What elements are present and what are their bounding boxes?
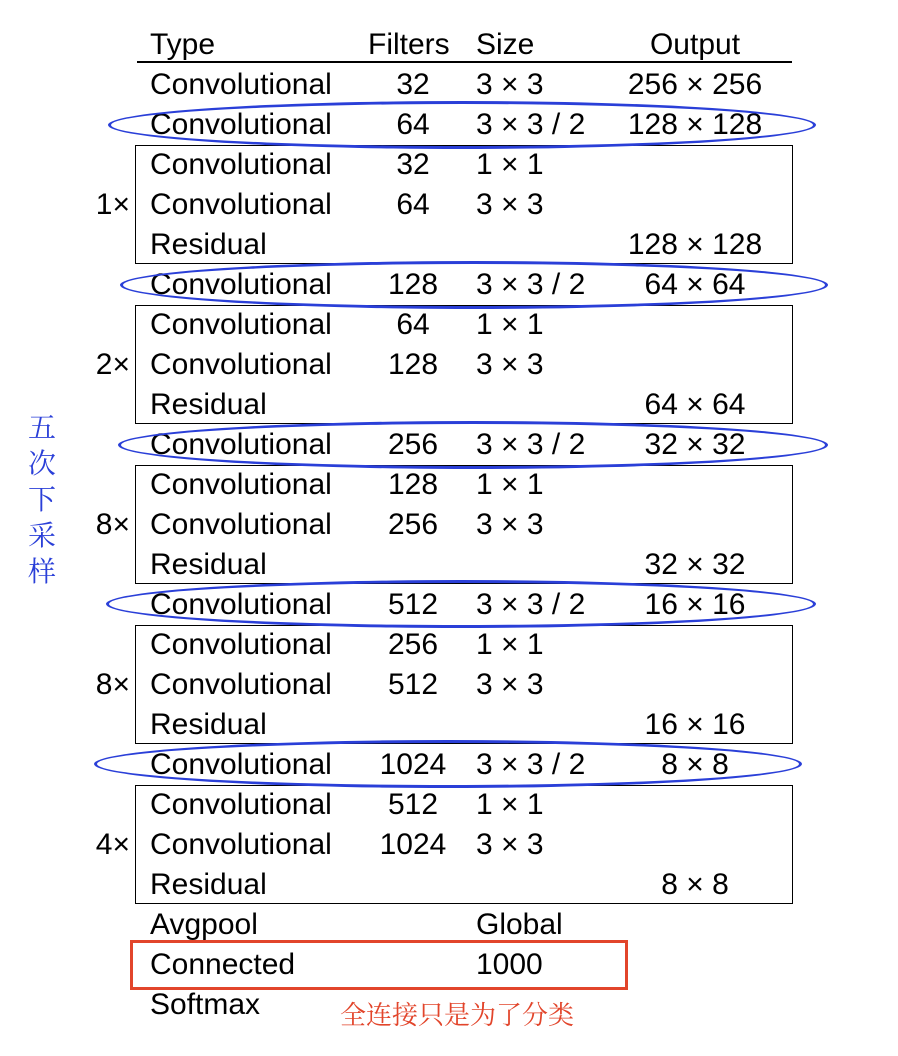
row-type: Avgpool [150,908,258,941]
header-output: Output [649,28,741,61]
row-type: Convolutional [150,668,332,701]
row-type: Convolutional [150,468,332,501]
row-size: 3 × 3 / 2 [476,748,586,781]
row-type: Convolutional [150,508,332,541]
row-filters: 64 [396,188,430,221]
downsample-ellipse [108,101,816,149]
row-output: 16 × 16 [644,708,746,741]
row-type: Convolutional [150,348,332,381]
header-size: Size [476,28,535,61]
row-size: 3 × 3 / 2 [476,108,586,141]
row-output: 64 × 64 [644,268,746,301]
repeat-label: 8× [95,508,130,541]
downsample-note: 五次下采样 [27,412,56,587]
header-filters: Filters [368,28,450,61]
classify-note: 全连接只是为了分类 [340,1000,575,1030]
row-filters: 256 [387,428,439,461]
row-size: 3 × 3 [476,828,544,861]
row-size: 1 × 1 [476,308,544,341]
row-filters: 1024 [379,748,447,781]
row-filters: 512 [387,788,439,821]
row-size: Global [476,908,563,941]
row-output: 128 × 128 [627,228,763,261]
row-type: Convolutional [150,188,332,221]
downsample-ellipse [106,580,816,628]
row-type: Residual [150,388,267,421]
row-type: Residual [150,548,267,581]
row-size: 1000 [476,948,543,981]
row-size: 3 × 3 / 2 [476,428,586,461]
row-output: 8 × 8 [661,868,729,901]
row-filters: 512 [387,588,439,621]
row-type: Convolutional [150,68,332,101]
row-type: Convolutional [150,828,332,861]
row-type: Convolutional [150,108,332,141]
row-filters: 128 [387,348,439,381]
repeat-label: 8× [95,668,130,701]
row-filters: 64 [396,108,430,141]
row-size: 3 × 3 / 2 [476,588,586,621]
row-output: 16 × 16 [644,588,746,621]
row-filters: 64 [396,308,430,341]
downsample-ellipse [120,261,828,309]
row-size: 3 × 3 [476,668,544,701]
row-output: 256 × 256 [627,68,763,101]
row-size: 3 × 3 / 2 [476,268,586,301]
row-size: 1 × 1 [476,148,544,181]
row-size: 3 × 3 [476,348,544,381]
row-output: 32 × 32 [644,548,746,581]
row-size: 1 × 1 [476,628,544,661]
header-divider [137,61,792,63]
row-filters: 32 [396,68,430,101]
row-type: Softmax [150,988,261,1021]
header-type: Type [150,28,216,61]
repeat-label: 4× [95,828,130,861]
row-output: 32 × 32 [644,428,746,461]
row-filters: 32 [396,148,430,181]
row-output: 8 × 8 [661,748,729,781]
row-type: Convolutional [150,588,332,621]
row-filters: 1024 [379,828,447,861]
repeat-label: 1× [95,188,130,221]
row-filters: 128 [387,268,439,301]
row-filters: 256 [387,508,439,541]
row-size: 3 × 3 [476,508,544,541]
repeat-label: 2× [95,348,130,381]
row-type: Convolutional [150,788,332,821]
downsample-ellipse [118,421,828,469]
row-type: Residual [150,868,267,901]
row-filters: 512 [387,668,439,701]
row-size: 1 × 1 [476,468,544,501]
row-output: 64 × 64 [644,388,746,421]
row-size: 1 × 1 [476,788,544,821]
row-size: 3 × 3 [476,68,544,101]
row-type: Connected [150,948,296,981]
row-type: Convolutional [150,268,332,301]
row-type: Convolutional [150,428,332,461]
row-type: Convolutional [150,308,332,341]
row-type: Convolutional [150,628,332,661]
row-type: Residual [150,708,267,741]
row-type: Convolutional [150,148,332,181]
row-filters: 128 [387,468,439,501]
row-output: 128 × 128 [627,108,763,141]
row-filters: 256 [387,628,439,661]
row-type: Residual [150,228,267,261]
downsample-ellipse [94,740,802,788]
row-size: 3 × 3 [476,188,544,221]
row-type: Convolutional [150,748,332,781]
connected-highlight-box [130,940,628,990]
